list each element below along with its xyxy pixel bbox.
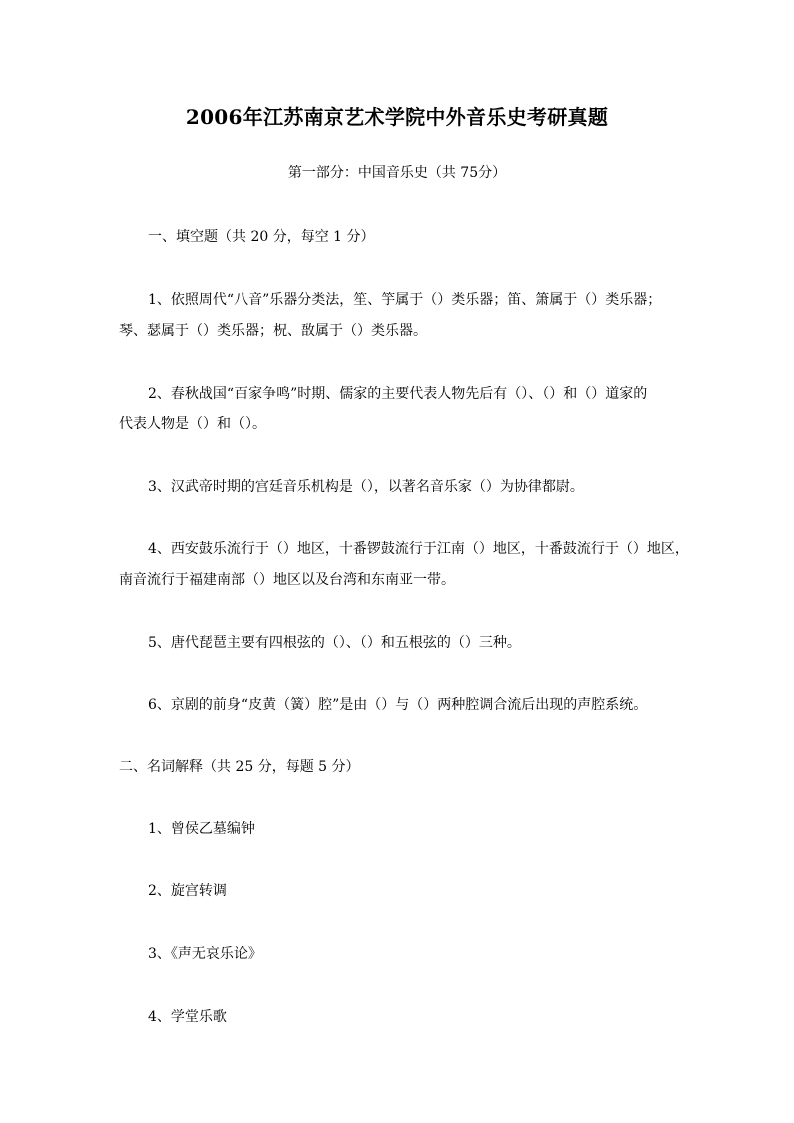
question-4-line-1: 4、西安鼓乐流行于（）地区，十番锣鼓流行于江南（）地区，十番鼓流行于（）地区， bbox=[148, 541, 689, 557]
question-4-line-2: 南音流行于福建南部（）地区以及台湾和东南亚一带。 bbox=[119, 572, 455, 588]
question-1-line-1: 1、依照周代“八音”乐器分类法，笙、竽属于（）类乐器；笛、箫属于（）类乐器； bbox=[148, 292, 662, 308]
part-subtitle: 第一部分：中国音乐史（共 75分） bbox=[287, 165, 507, 181]
section-heading-fill-in-blank: 一、填空题（共 20 分，每空 1 分） bbox=[148, 229, 375, 245]
term-item: 2、旋宫转调 bbox=[148, 883, 227, 899]
document-title: 2006年江苏南京艺术学院中外音乐史考研真题 bbox=[185, 105, 609, 129]
question-5: 5、唐代琵琶主要有四根弦的（）、（）和五根弦的（）三种。 bbox=[148, 635, 521, 651]
question-2-line-2: 代表人物是（）和（）。 bbox=[119, 416, 266, 432]
section-heading-term-explanation: 二、名词解释（共 25 分，每题 5 分） bbox=[119, 759, 360, 775]
question-2-line-1: 2、春秋战国“百家争鸣”时期、儒家的主要代表人物先后有（）、（）和（）道家的 bbox=[148, 386, 648, 402]
question-6: 6、京剧的前身“皮黄（簧）腔”是由（）与（）两种腔调合流后出现的声腔系统。 bbox=[148, 697, 648, 713]
term-item: 3、《声无哀乐论》 bbox=[148, 946, 262, 962]
term-item: 4、学堂乐歌 bbox=[148, 1009, 227, 1025]
term-item: 1、曾侯乙墓编钟 bbox=[148, 821, 255, 837]
question-3: 3、汉武帝时期的宫廷音乐机构是（），以著名音乐家（）为协律都尉。 bbox=[148, 479, 584, 495]
question-1-line-2: 琴、瑟属于（）类乐器；柷、敔属于（）类乐器。 bbox=[119, 323, 427, 339]
